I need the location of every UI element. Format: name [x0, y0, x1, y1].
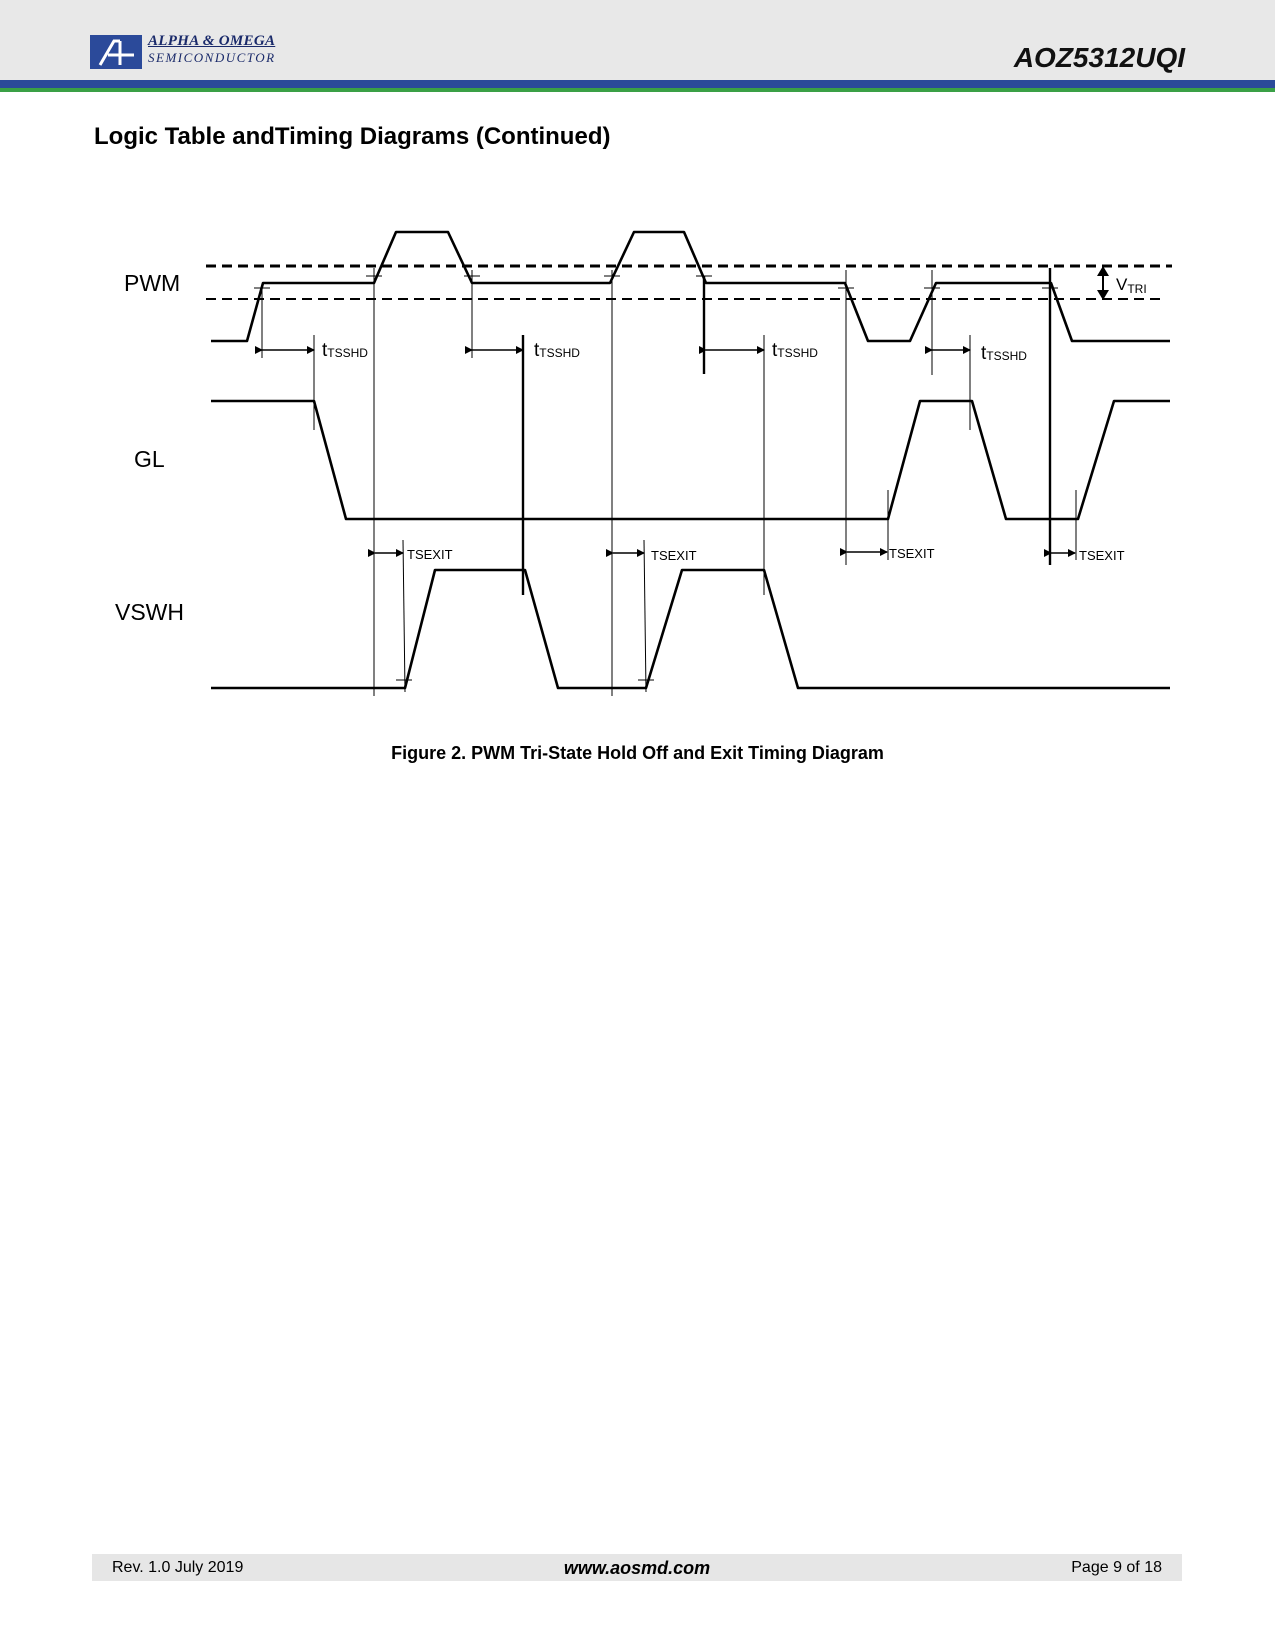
- ref-line: [403, 540, 405, 692]
- timing-diagram: [0, 0, 1275, 740]
- gl-waveform: [211, 401, 1170, 519]
- part-number: AOZ5312UQI: [1013, 42, 1185, 73]
- vtri-label: VTRI: [1116, 275, 1147, 296]
- figure-caption: Figure 2. PWM Tri-State Hold Off and Exit Timing Diagram: [391, 743, 884, 763]
- tsexit-label-2: TSEXIT: [651, 548, 697, 563]
- tsshd-label-3: tTSSHD: [772, 340, 818, 361]
- company-name-line2: SEMICONDUCTOR: [148, 50, 276, 65]
- pwm-waveform: [211, 232, 1170, 341]
- tsshd-label-2: tTSSHD: [534, 340, 580, 361]
- vswh-waveform: [211, 570, 1170, 688]
- signal-label-pwm: PWM: [124, 270, 181, 296]
- signal-label-vswh: VSWH: [115, 599, 184, 625]
- tsexit-label-3: TSEXIT: [889, 546, 935, 561]
- footer-website-link[interactable]: www.aosmd.com: [563, 1558, 711, 1578]
- tsshd-label-4: tTSSHD: [981, 343, 1027, 364]
- footer-page-number: Page 9 of 18: [1071, 1559, 1162, 1576]
- signal-label-gl: GL: [134, 446, 165, 472]
- tsshd-label-1: tTSSHD: [322, 340, 368, 361]
- tsexit-label-4: TSEXIT: [1079, 548, 1125, 563]
- page-footer: [92, 1554, 1182, 1581]
- footer-revision: Rev. 1.0 July 2019: [112, 1559, 244, 1576]
- company-name-line1: ALPHA & OMEGA: [148, 33, 276, 49]
- section-title: Logic Table andTiming Diagrams (Continued): [94, 123, 611, 150]
- ref-line: [644, 540, 646, 692]
- tsexit-label-1: TSEXIT: [407, 547, 453, 562]
